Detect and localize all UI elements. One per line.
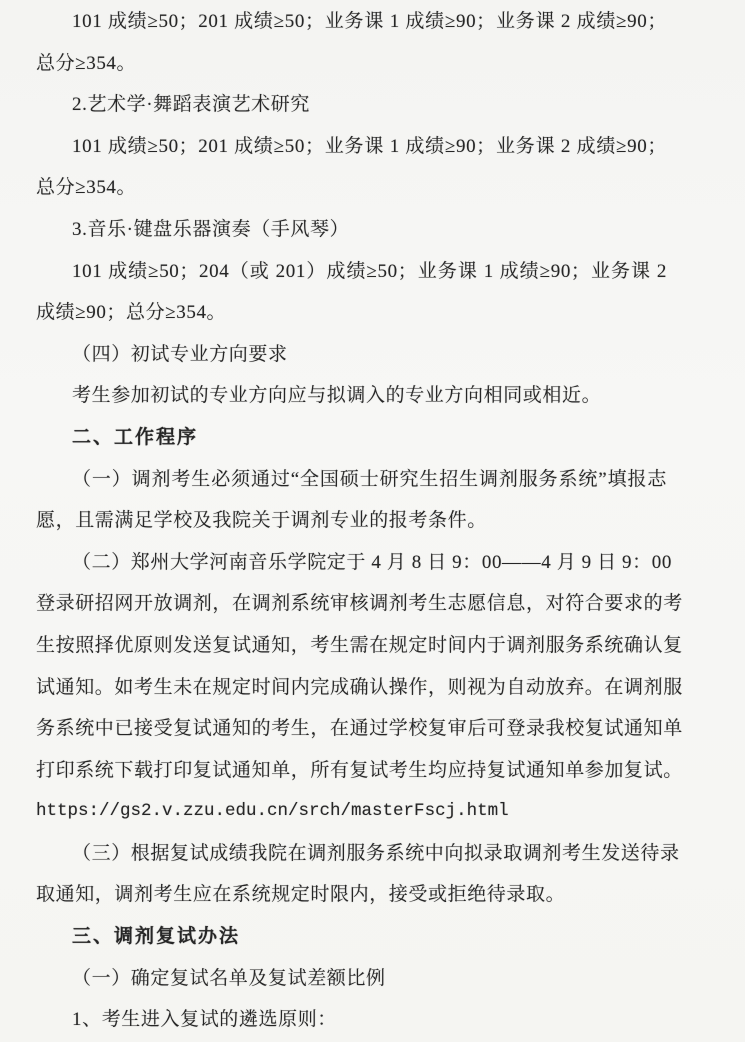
score-requirement-line: 101 成绩≥50；201 成绩≥50；业务课 1 成绩≥90；业务课 2 成绩≥90； xyxy=(72,11,667,32)
subsection-heading-initial-exam-direction: （四）初试专业方向要求 xyxy=(72,343,288,365)
score-requirement-line: 101 成绩≥50；204（或 201）成绩≥50；业务课 1 成绩≥90；业务课 2 xyxy=(72,260,667,282)
score-requirement-line: 101 成绩≥50；201 成绩≥50；业务课 1 成绩≥90；业务课 2 成绩≥90； xyxy=(72,135,667,157)
score-requirement-line: 总分≥354。 xyxy=(36,52,137,74)
section-heading-work-procedure: 二、工作程序 xyxy=(72,426,199,448)
url-text: https://gs2.v.zzu.edu.cn/srch/masterFscj.html xyxy=(36,801,509,822)
score-requirement-line: 成绩≥90；总分≥354。 xyxy=(36,302,227,324)
list-item-selection-principle: 1、考生进入复试的遴选原则： xyxy=(72,1009,337,1031)
section-heading-reexam-method: 三、调剂复试办法 xyxy=(72,926,241,948)
paragraph-line: （二）郑州大学河南音乐学院定于 4 月 8 日 9：00——4 月 9 日 9：00 xyxy=(72,551,672,573)
paragraph-line: 务系统中已接受复试通知的考生，在通过学校复审后可登录我校复试通知单 xyxy=(36,718,683,740)
paragraph-line: 试通知。如考生未在规定时间内完成确认操作，则视为自动放弃。在调剂服 xyxy=(36,676,683,698)
paragraph-line: 登录研招网开放调剂，在调剂系统审核调剂考生志愿信息，对符合要求的考 xyxy=(36,593,683,615)
paragraph-line: 考生参加初试的专业方向应与拟调入的专业方向相同或相近。 xyxy=(72,385,602,407)
paragraph-line: 取通知，调剂考生应在系统规定时限内，接受或拒绝待录取。 xyxy=(36,884,566,906)
paragraph-line: 生按照择优原则发送复试通知，考生需在规定时间内于调剂服务系统确认复 xyxy=(36,634,683,656)
program-item-keyboard: 3.音乐·键盘乐器演奏（手风琴） xyxy=(72,218,350,240)
program-item-dance: 2.艺术学·舞蹈表演艺术研究 xyxy=(72,94,310,116)
paragraph-line: （三）根据复试成绩我院在调剂服务系统中向拟录取调剂考生发送待录 xyxy=(72,842,680,864)
paragraph-line: （一）调剂考生必须通过“全国硕士研究生招生调剂服务系统”填报志 xyxy=(72,468,667,490)
score-requirement-line: 总分≥354。 xyxy=(36,177,137,199)
subsection-heading-reexam-list-ratio: （一）确定复试名单及复试差额比例 xyxy=(72,967,386,989)
paragraph-line: 打印系统下载打印复试通知单，所有复试考生均应持复试通知单参加复试。 xyxy=(36,759,683,781)
paragraph-line: 愿，且需满足学校及我院关于调剂专业的报考条件。 xyxy=(36,510,487,532)
